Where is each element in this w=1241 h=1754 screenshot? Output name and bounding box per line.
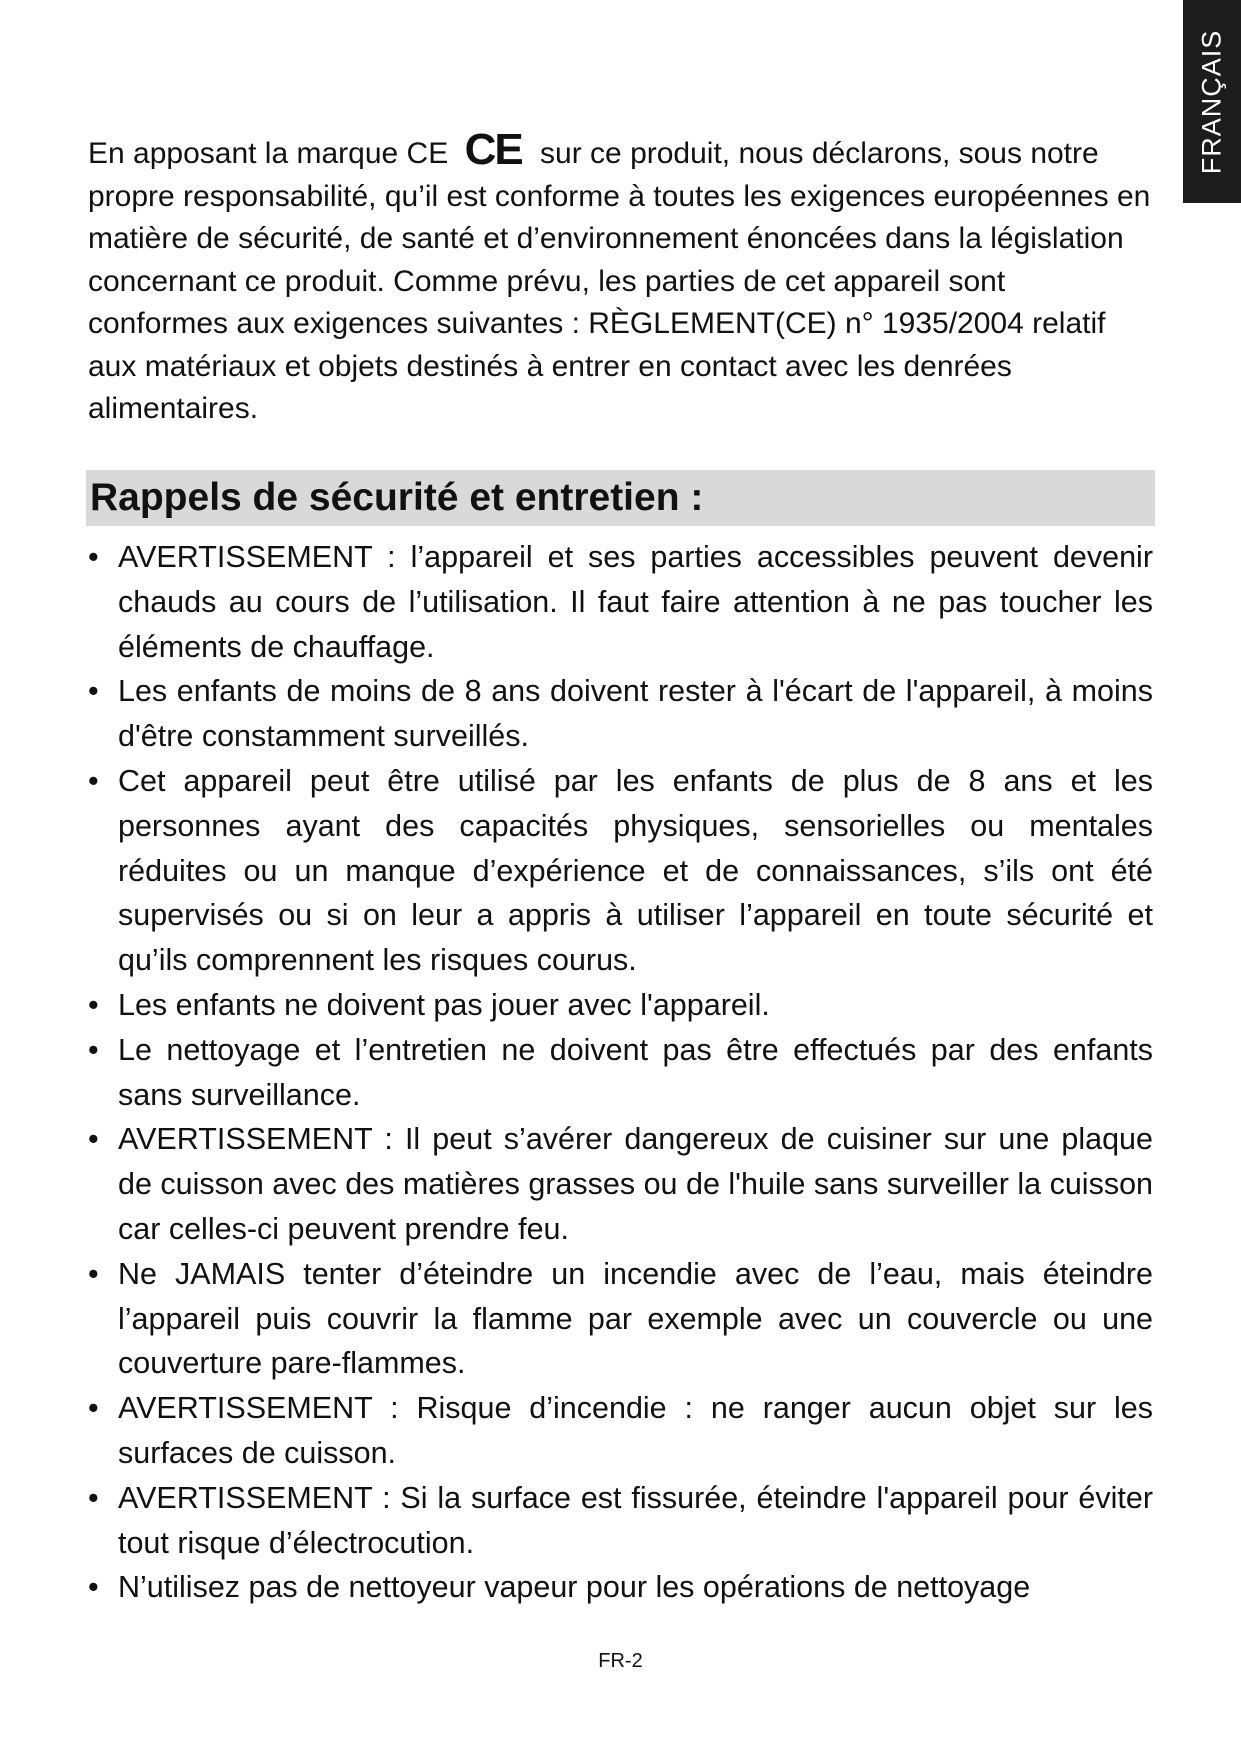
language-tab xyxy=(1183,0,1241,203)
list-item-text: AVERTISSEMENT : l’appareil et ses parties accessibles peuvent devenir chauds au cours de l’utilisation. Il faut faire attention à ne pas toucher les éléments de chauffage. xyxy=(118,540,1153,664)
ce-declaration-lead: En apposant la marque CE xyxy=(88,137,449,170)
list-item-text: Cet appareil peut être utilisé par les enfants de plus de 8 ans et les personnes ayant des capacités physiques, sensorielles ou mentales réduites ou un manque d’expérience et de connaissances, s’ils ont été supervisés ou si on leur a appris à utiliser l’appareil en toute sécurité et qu’ils comprennent les risques courus. xyxy=(118,763,1153,978)
bullet-icon: • xyxy=(88,1032,99,1067)
section-heading: Rappels de sécurité et entretien : xyxy=(86,470,1155,526)
list-item-text: Les enfants ne doivent pas jouer avec l'appareil. xyxy=(118,987,770,1022)
bullet-icon: • xyxy=(88,1391,99,1426)
safety-list xyxy=(86,535,1153,1610)
bullet-icon: • xyxy=(88,1122,99,1157)
page-number: FR-2 xyxy=(598,1650,643,1672)
list-item-text: AVERTISSEMENT : Si la surface est fissurée, éteindre l'appareil pour éviter tout risque d’électrocution. xyxy=(118,1480,1153,1560)
list-item-text: N’utilisez pas de nettoyeur vapeur pour les opérations de nettoyage xyxy=(118,1570,1031,1605)
bullet-icon: • xyxy=(88,1570,99,1605)
list-item-text: AVERTISSEMENT : Il peut s’avérer dangereux de cuisiner sur une plaque de cuisson avec des matières grasses ou de l'huile sans surveiller la cuisson car celles-ci peuvent prendre feu. xyxy=(118,1122,1153,1246)
bullet-icon: • xyxy=(88,540,99,574)
bullet-icon: • xyxy=(88,987,99,1022)
list-item xyxy=(86,1252,1153,1386)
bullet-icon: • xyxy=(88,1256,99,1291)
list-item-text: Le nettoyage et l’entretien ne doivent pas être effectués par des enfants sans surveillance. xyxy=(118,1032,1153,1112)
ce-mark-icon: CE xyxy=(464,125,522,174)
bullet-icon: • xyxy=(88,1480,99,1515)
bullet-icon: • xyxy=(88,763,99,798)
list-item-text: Ne JAMAIS tenter d’éteindre un incendie avec de l’eau, mais éteindre l’appareil puis couvrir la flamme par exemple avec un couvercle ou une couverture pare-flammes. xyxy=(118,1256,1153,1381)
list-item xyxy=(86,983,1153,1028)
list-item xyxy=(86,535,1153,669)
list-item xyxy=(86,1565,1153,1610)
list-item xyxy=(86,1476,1153,1566)
list-item xyxy=(86,1117,1153,1251)
list-item xyxy=(86,1028,1153,1118)
list-item xyxy=(86,1386,1153,1476)
list-item xyxy=(86,669,1153,759)
list-item-text: Les enfants de moins de 8 ans doivent rester à l'écart de l'appareil, à moins d'être constamment surveillés. xyxy=(118,674,1153,754)
ce-declaration-body: sur ce produit, nous déclarons, sous notre propre responsabilité, qu’il est conforme à toutes les exigences européennes en matière de sécurité, de santé et d’environnement énoncées dans la législation concernant ce produit. Comme prévu, les parties de cet appareil sont conformes aux exigences suivantes : RÈGLEMENT(CE) n° 1935/2004 relatif aux matériaux et objets destinés à entrer en contact avec les denrées alimentaires. xyxy=(88,137,1151,425)
list-item-text: AVERTISSEMENT : Risque d’incendie : ne ranger aucun objet sur les surfaces de cuisson. xyxy=(118,1391,1153,1470)
ce-declaration-paragraph xyxy=(88,125,1153,431)
language-tab-label: FRANÇAIS xyxy=(1196,29,1227,174)
list-item xyxy=(86,759,1153,983)
bullet-icon: • xyxy=(88,674,99,709)
